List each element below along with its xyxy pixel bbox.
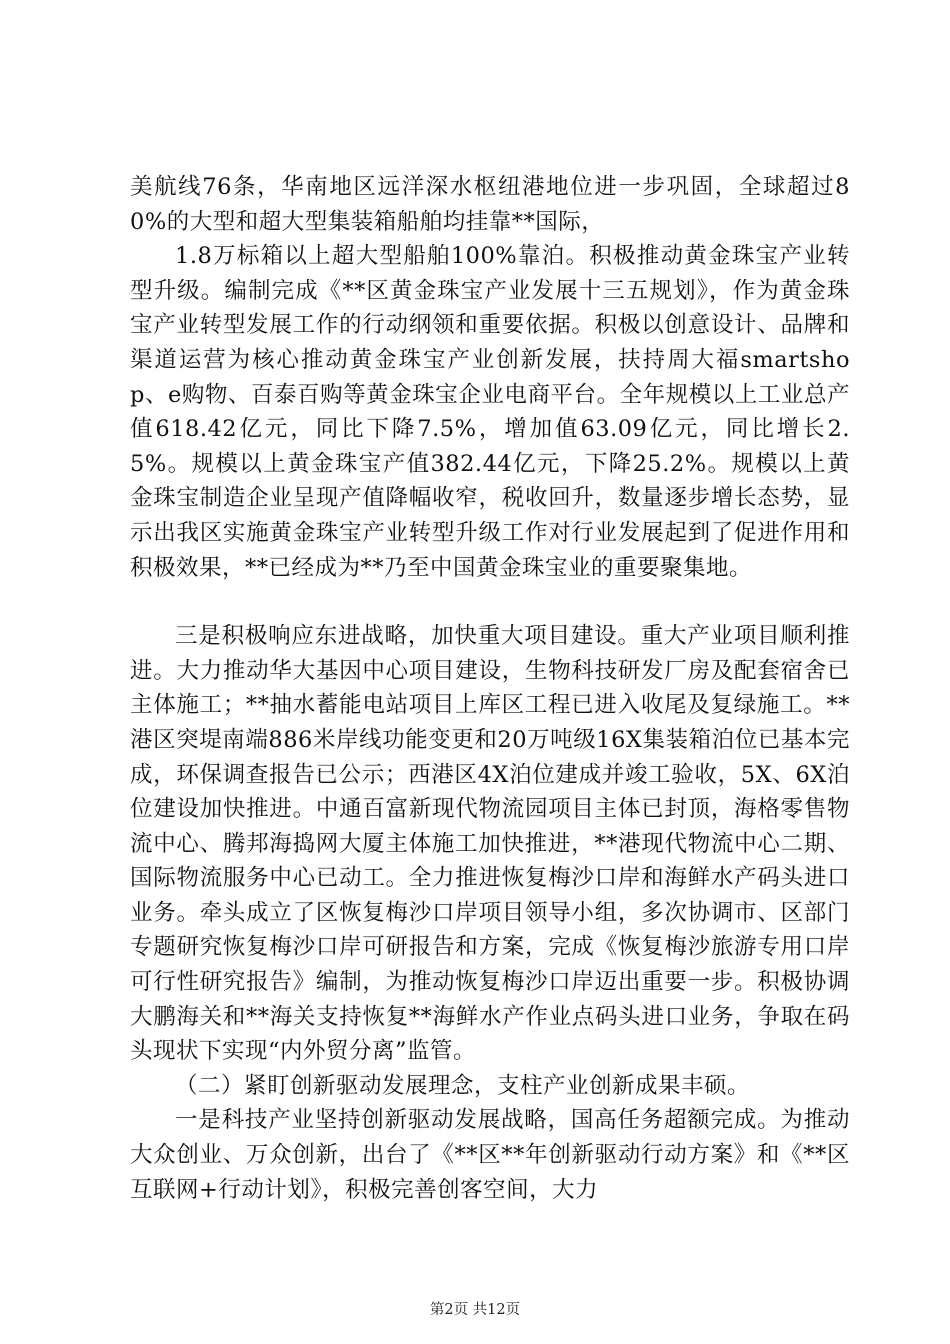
- paragraph-major-projects: 三是积极响应东进战略，加快重大项目建设。重大产业项目顺利推进。大力推动华大基因中心项目建设，生物科技研发厂房及配套宿舍已主体施工；**抽水蓄能电站项目上库区工程已进入收尾及复绿施工。**港区突堤南端886米岸线功能变更和20万吨级16X集装箱泊位已基本完成，环保调查报告已公示；西港区4X泊位建成并竣工验收，5X、6X泊位建设加快推进。中通百富新现代物流园项目主体已封顶，海格零售物流中心、腾邦海捣网大厦主体施工加快推进，**港现代物流中心二期、国际物流服务中心已动工。全力推进恢复梅沙口岸和海鲜水产码头进口业务。牵头成立了区恢复梅沙口岸项目领导小组，多次协调市、区部门专题研究恢复梅沙口岸可研报告和方案，完成《恢复梅沙旅游专用口岸可行性研究报告》编制，为推动恢复梅沙口岸迈出重要一步。积极协调大鹏海关和**海关支持恢复**海鲜水产作业点码头进口业务，争取在码头现状下实现“内外贸分离”监管。: [130, 623, 850, 1065]
- document-body: [130, 170, 850, 1207]
- paragraph-shipping-routes: 美航线76条，华南地区远洋深水枢纽港地位进一步巩固，全球超过80%的大型和超大型集装箱船舶均挂靠**国际，: [130, 174, 850, 235]
- paragraph-jewelry-industry: 1.8万标箱以上超大型船舶100%靠泊。积极推动黄金珠宝产业转型升级。编制完成《**区黄金珠宝产业发展十三五规划》，作为黄金珠宝产业转型发展工作的行动纲领和重要依据。积极以创意设计、品牌和渠道运营为核心推动黄金珠宝产业创新发展，扶持周大福smartshop、e购物、百泰百购等黄金珠宝企业电商平台。全年规模以上工业总产值618.42亿元，同比下降7.5%，增加值63.09亿元，同比增长2.5%。规模以上黄金珠宝产值382.44亿元，下降25.2%。规模以上黄金珠宝制造企业呈现产值降幅收窄，税收回升，数量逐步增长态势，显示出我区实施黄金珠宝产业转型升级工作对行业发展起到了促进作用和积极效果，**已经成为**乃至中国黄金珠宝业的重要聚集地。: [130, 243, 850, 581]
- section-heading-innovation: （二）紧盯创新驱动发展理念，支柱产业创新成果丰硕。: [175, 1072, 751, 1099]
- paragraph-tech-industry: 一是科技产业坚持创新驱动发展战略，国高任务超额完成。为推动大众创业、万众创新，出台了《**区**年创新驱动行动方案》和《**区互联网+行动计划》，积极完善创客空间，大力: [130, 1107, 850, 1203]
- page-number-footer: 第2页 共12页: [429, 1302, 521, 1318]
